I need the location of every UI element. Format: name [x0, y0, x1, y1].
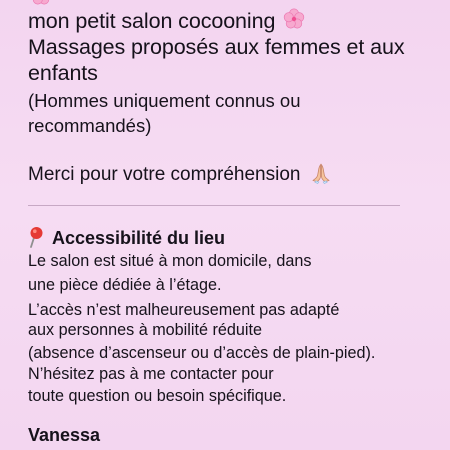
cherry-blossom-icon — [30, 0, 52, 6]
thanks-line — [28, 162, 332, 187]
accessibility-line-5: (absence d’ascenseur ou d’accès de plain-pied). — [28, 344, 376, 362]
intro-line-salon — [28, 8, 305, 33]
intro-salon-text: mon petit salon cocooning — [28, 9, 276, 33]
intro-line-recommandes: recommandés) — [28, 115, 152, 136]
thanks-text: Merci pour votre compréhension — [28, 164, 301, 185]
round-pushpin-icon — [28, 226, 44, 248]
folded-hands-icon — [310, 162, 332, 184]
signature: Vanessa — [28, 425, 101, 445]
section-divider — [28, 205, 400, 206]
accessibility-line-7: toute question ou besoin spécifique. — [28, 387, 287, 405]
cherry-blossom-icon — [283, 8, 305, 30]
accessibility-line-3: L’accès n’est malheureusement pas adapté — [28, 301, 340, 319]
accessibility-line-4: aux personnes à mobilité réduite — [28, 321, 262, 339]
accessibility-line-6: N’hésitez pas à me contacter pour — [28, 365, 274, 383]
accessibility-line-2: une pièce dédiée à l’étage. — [28, 276, 222, 294]
intro-line-hommes: (Hommes uniquement connus ou — [28, 90, 301, 111]
accessibility-heading — [28, 226, 225, 249]
intro-line-enfants: enfants — [28, 61, 98, 85]
intro-line-massages: Massages proposés aux femmes et aux — [28, 35, 405, 59]
accessibility-line-1: Le salon est situé à mon domicile, dans — [28, 252, 312, 270]
accessibility-heading-text: Accessibilité du lieu — [52, 228, 226, 248]
